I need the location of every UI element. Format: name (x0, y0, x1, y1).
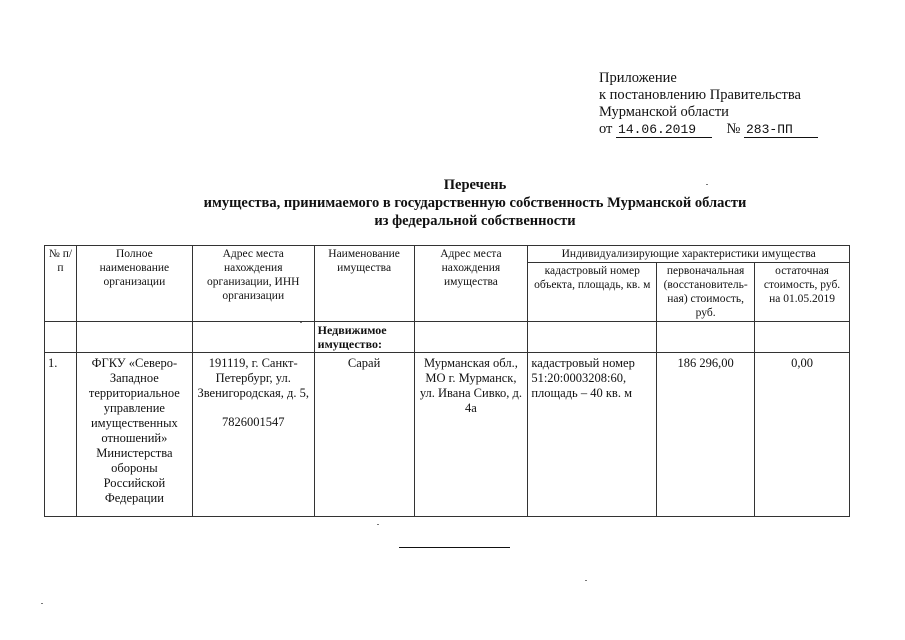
header-characteristics: Индивидуализирующие характеристики имущества (528, 246, 850, 263)
row-inn: 7826001547 (221, 415, 285, 429)
header-cadastral: кадастровый номер объекта, площадь, кв. м (528, 263, 657, 322)
scan-speck (706, 184, 708, 185)
header-org-address: Адрес места нахождения организации, ИНН организации (192, 246, 314, 322)
appendix-title: Приложение (599, 70, 677, 86)
row-property-address: Мурманская обл., МО г. Мурманск, ул. Ивана Сивко, д. 4а (414, 353, 528, 517)
appendix-block (599, 70, 818, 138)
date-prefix: от (599, 121, 613, 137)
header-row-1 (45, 246, 850, 263)
document-title (150, 176, 800, 230)
signature-line (399, 547, 510, 548)
scan-speck (585, 580, 587, 581)
property-table (44, 245, 850, 517)
header-initial-cost: первоначальная (восстановитель-ная) стоимость, руб. (657, 263, 755, 322)
table-row (45, 353, 850, 517)
row-org-name: ФГКУ «Северо-Западное территориальное управление имущественных отношений» Министерства обороны Российской Федерации (76, 353, 192, 517)
header-num: № п/п (45, 246, 77, 322)
scan-speck (41, 603, 43, 604)
row-property-name: Сарай (314, 353, 414, 517)
scan-speck (377, 524, 379, 525)
decree-number: 283-ПП (744, 123, 818, 138)
header-property-name: Наименование имущества (314, 246, 414, 322)
row-residual-cost: 0,00 (755, 353, 850, 517)
row-initial-cost: 186 296,00 (657, 353, 755, 517)
title-line-1: Перечень (443, 177, 507, 193)
header-org-name: Полное наименование организации (76, 246, 192, 322)
section-row (45, 322, 850, 353)
appendix-date-number (599, 121, 818, 138)
title-line-2: имущества, принимаемого в государственную собственность Мурманской области (203, 195, 747, 211)
row-cadastral: кадастровый номер 51:20:0003208:60, площадь – 40 кв. м (528, 353, 657, 517)
row-org-address: 191119, г. Санкт-Петербург, ул. Звенигородская, д. 5, (197, 356, 310, 400)
row-org-address-cell (192, 353, 314, 517)
row-num: 1. (45, 353, 77, 517)
appendix-region: Мурманской области (599, 104, 729, 120)
decree-date: 14.06.2019 (616, 123, 712, 138)
header-residual-cost: остаточная стоимость, руб. на 01.05.2019 (755, 263, 850, 322)
appendix-decree-ref: к постановлению Правительства (599, 87, 801, 103)
scan-speck (300, 322, 302, 323)
number-prefix: № (726, 121, 741, 137)
section-label: Недвижимое имущество: (314, 322, 414, 353)
header-property-address: Адрес места нахождения имущества (414, 246, 528, 322)
title-line-3: из федеральной собственности (374, 213, 576, 229)
